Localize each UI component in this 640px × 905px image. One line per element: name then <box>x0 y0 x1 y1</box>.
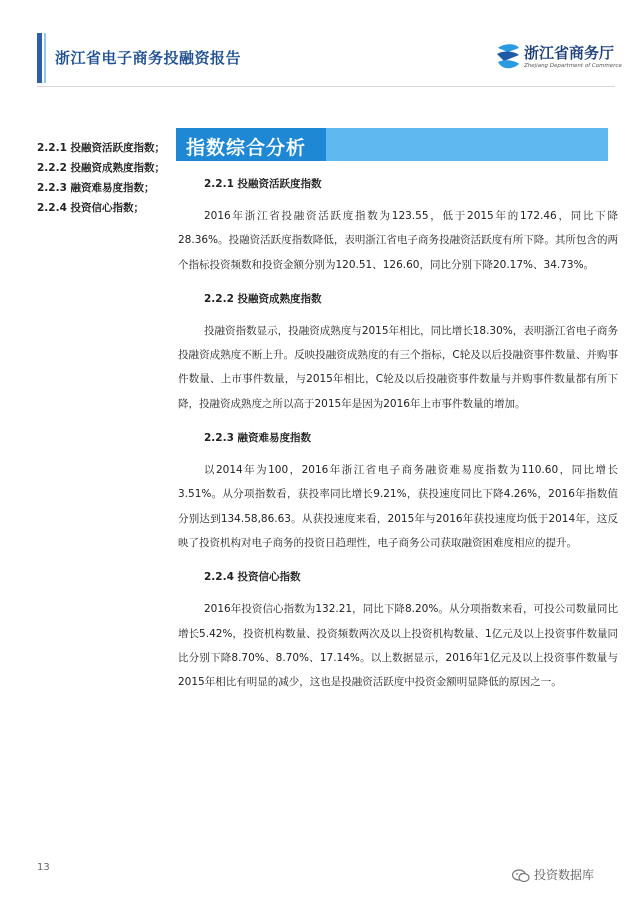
commerce-logo-icon <box>494 42 522 72</box>
header-divider <box>37 86 615 87</box>
chat-bubble-icon <box>512 869 530 883</box>
main-content <box>178 176 618 708</box>
watermark-text: 投资数据库 <box>534 868 595 882</box>
logo-text: 浙江省商务厅 <box>524 44 615 62</box>
toc-item[interactable]: 2.2.3 融资难易度指数； <box>37 182 155 194</box>
subsection-paragraph: 投融资指数显示，投融资成熟度与2015年相比，同比增长18.30%，表明浙江省电子商务投融资成熟度不断上升。反映投融资成熟度的有三个指标，C轮及以后投融资事件数量、并购事件数量、上市事件数量，与2015年相比，C轮及以后投融资事件数量与并购事件数量都有所下降，投融资成熟度之所以高于2015年是因为2016年上市事件数量的增加。 <box>178 324 618 410</box>
subsection-heading: 2.2.3 融资难易度指数 <box>204 432 312 445</box>
header-accent-bar-light <box>44 33 46 83</box>
department-logo <box>494 42 624 82</box>
toc-item[interactable]: 2.2.4 投资信心指数； <box>37 202 145 214</box>
toc-item[interactable]: 2.2.2 投融资成熟度指数； <box>37 162 166 174</box>
subsection-paragraph: 2016年投资信心指数为132.21，同比下降8.20%。从分项指数来看，可投公司数量同比增长5.42%，投资机构数量、投资频数两次及以上投资机构数量、1亿元及以上投资事件数量同比分别下降8.70%、8.70%、17.14%。以上数据显示，2016年1亿元及以上投资事件数量与2015年相比有明显的减少，这也是投融资活跃度中投资金额明显降低的原因之一。 <box>178 603 618 689</box>
header-accent-bar <box>37 33 42 83</box>
report-title: 浙江省电子商务投融资报告 <box>55 49 242 67</box>
subsection-heading: 2.2.1 投融资活跃度指数 <box>204 178 322 190</box>
page-number: 13 <box>37 862 50 873</box>
watermark <box>512 866 594 883</box>
subsection-paragraph: 以2014年为100，2016年浙江省电子商务融资难易度指数为110.60，同比增长3.51%。从分项指数看，获投率同比增长9.21%，获投速度同比下降4.26%，2016年指数值分别达到134.58,86.63。从获投速度来看，2015年与2016年获投速度均低于2014年，这反映了投资机构对电子商务的投资日趋理性，电子商务公司获取融资困难度相应的提升。 <box>178 464 618 549</box>
section-title: 指数综合分析 <box>186 137 307 159</box>
logo-subtitle: Zhejiang Department of Commerce <box>524 63 622 69</box>
subsection-heading: 2.2.4 投资信心指数 <box>204 571 301 584</box>
subsection-heading: 2.2.2 投融资成熟度指数 <box>204 292 322 305</box>
toc-item[interactable]: 2.2.1 投融资活跃度指数； <box>37 142 166 154</box>
table-of-contents <box>37 138 165 218</box>
subsection-paragraph: 2016年浙江省投融资活跃度指数为123.55，低于2015年的172.46，同比下降28.36%。投融资活跃度指数降低，表明浙江省电子商务投融资活跃度有所下降。其所包含的两个指标投资频数和投资金额分别为120.51、126.60，同比分别下降20.17%、34.73%。 <box>178 210 618 271</box>
